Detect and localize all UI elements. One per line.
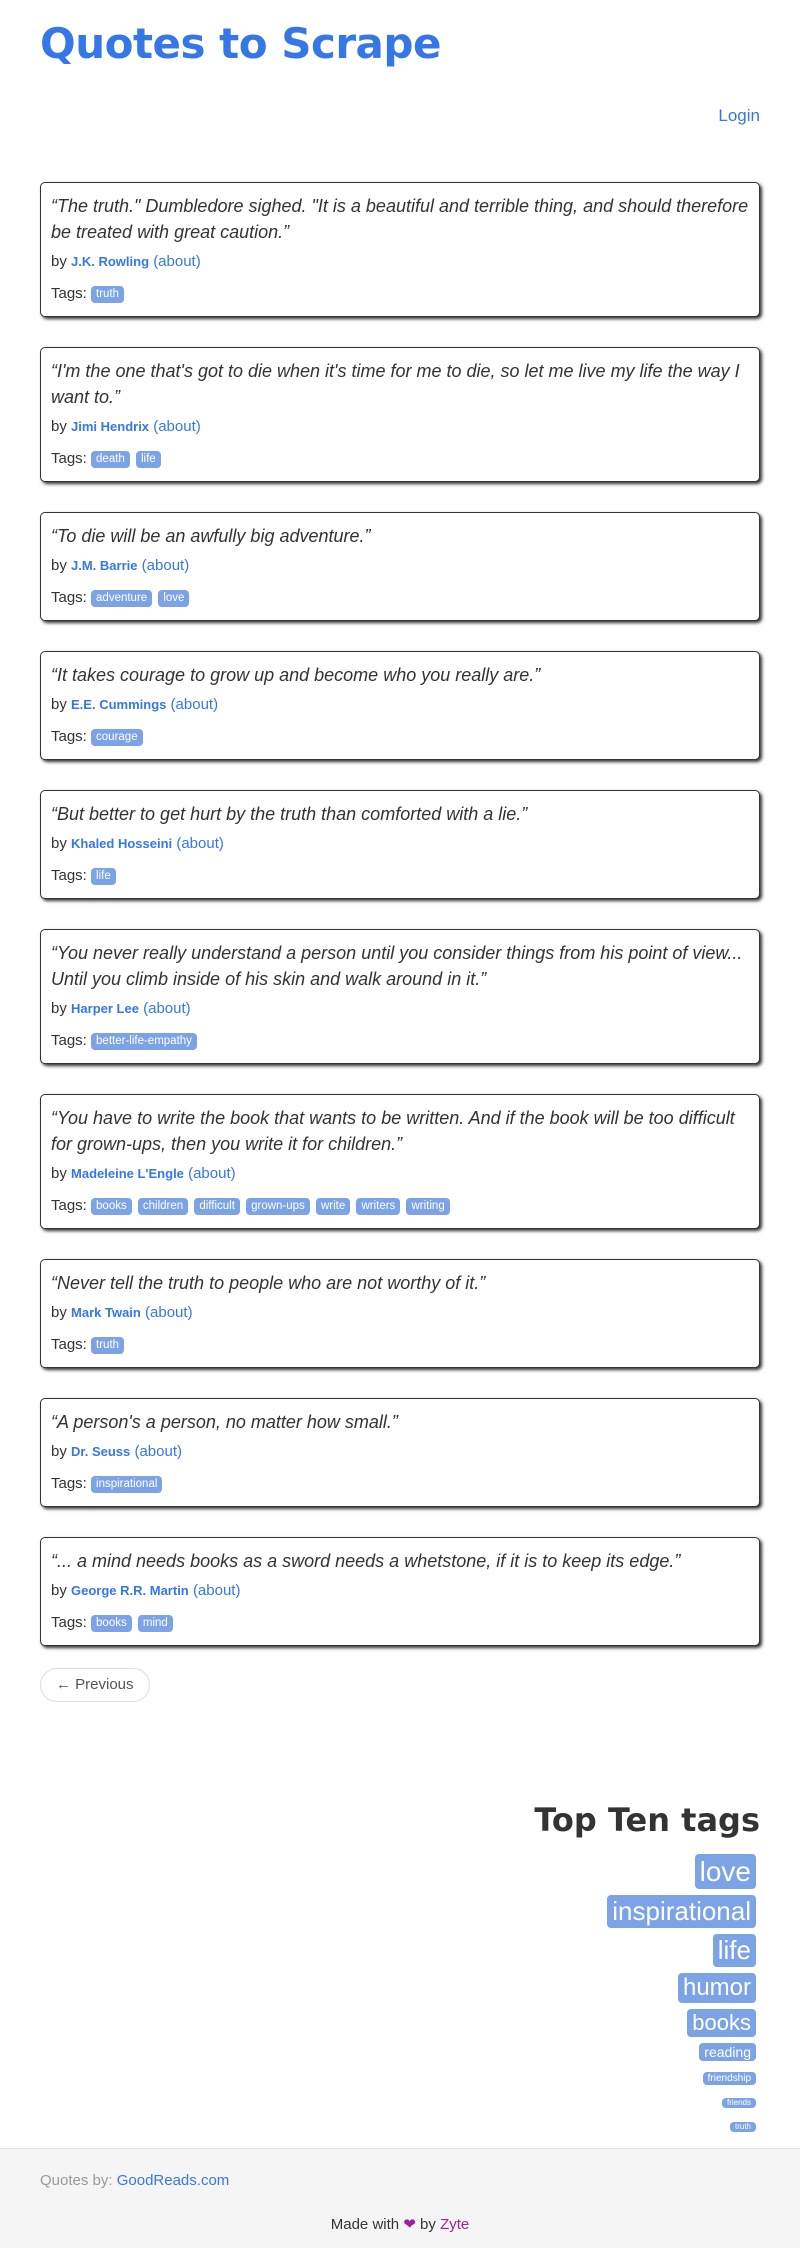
tag-link[interactable]: write: [316, 1198, 350, 1215]
made-by-label: by: [420, 2216, 436, 2233]
quote-author: Mark Twain: [71, 1305, 141, 1320]
top-tag-item: [460, 2043, 760, 2062]
tags-label: Tags:: [51, 1614, 87, 1631]
by-label: by: [51, 1304, 67, 1321]
quote-card: [40, 1398, 760, 1507]
quote-author: Harper Lee: [71, 1001, 139, 1016]
tags-label: Tags:: [51, 589, 87, 606]
zyte-link[interactable]: Zyte: [440, 2216, 470, 2233]
tags-label: Tags:: [51, 867, 87, 884]
tag-link[interactable]: grown-ups: [246, 1198, 310, 1215]
quote-author: E.E. Cummings: [71, 697, 167, 712]
tag-link[interactable]: difficult: [194, 1198, 240, 1215]
quote-author: Khaled Hosseini: [71, 836, 173, 851]
quote-tags: [51, 1030, 749, 1052]
top-tag-link[interactable]: humor: [678, 1973, 756, 2003]
by-label: by: [51, 835, 67, 852]
quote-tags: [51, 1334, 749, 1356]
quote-tags: [51, 865, 749, 887]
by-label: by: [51, 557, 67, 574]
quote-card: [40, 347, 760, 482]
made-with-label: Made with: [330, 2216, 400, 2233]
quote-card: [40, 1094, 760, 1229]
author-about-link[interactable]: (about): [170, 696, 219, 713]
by-label: by: [51, 1582, 67, 1599]
by-label: by: [51, 696, 67, 713]
quote-byline: [51, 251, 749, 273]
quote-byline: [51, 1302, 749, 1324]
footer: [0, 2148, 800, 2248]
top-tag-item: [460, 1973, 760, 2003]
tag-link[interactable]: life: [91, 868, 116, 885]
tag-link[interactable]: writing: [406, 1198, 449, 1215]
quote-author: Madeleine L'Engle: [71, 1166, 184, 1181]
quote-text: “A person's a person, no matter how small.”: [51, 1412, 398, 1432]
quote-text: “You have to write the book that wants to be written. And if the book will be too difficult for grown-ups, then you write it for children.”: [51, 1108, 735, 1154]
tags-label: Tags:: [51, 1032, 87, 1049]
tags-label: Tags:: [51, 1197, 87, 1214]
tags-label: Tags:: [51, 1336, 87, 1353]
quote-byline: [51, 1163, 749, 1185]
author-about-link[interactable]: (about): [176, 835, 224, 852]
author-about-link[interactable]: (about): [141, 557, 190, 574]
quote-list: [40, 182, 760, 1676]
login-link[interactable]: Login: [718, 106, 760, 125]
author-about-link[interactable]: (about): [153, 418, 201, 435]
author-about-link[interactable]: (about): [192, 1582, 241, 1599]
top-tags-panel: [460, 1800, 760, 2140]
quote-card: [40, 1537, 760, 1646]
quote-tags: [51, 726, 749, 748]
tag-link[interactable]: life: [136, 451, 161, 468]
top-tags-heading: Top Ten tags: [534, 1801, 760, 1839]
quote-text: “It takes courage to grow up and become who you really are.”: [51, 665, 541, 685]
by-label: by: [51, 1443, 67, 1460]
top-tag-item: [460, 2116, 760, 2134]
quote-author: Jimi Hendrix: [71, 419, 150, 434]
goodreads-link[interactable]: GoodReads.com: [116, 2172, 230, 2189]
quote-text: “The truth." Dumbledore sighed. "It is a beautiful and terrible thing, and should therefore be treated with great caution.”: [51, 196, 749, 242]
author-about-link[interactable]: (about): [188, 1165, 236, 1182]
site-title[interactable]: Quotes to Scrape: [40, 19, 441, 68]
quote-text: “To die will be an awfully big adventure.”: [51, 526, 371, 546]
pager: [40, 1668, 150, 1702]
tag-link[interactable]: mind: [138, 1615, 173, 1632]
author-about-link[interactable]: (about): [145, 1304, 193, 1321]
quote-byline: [51, 998, 749, 1020]
quote-tags: [51, 283, 749, 305]
quote-byline: [51, 833, 749, 855]
quote-tags: [51, 1195, 749, 1217]
quote-byline: [51, 416, 749, 438]
quote-tags: [51, 1473, 749, 1495]
top-tag-item: [460, 2009, 760, 2037]
made-with: [0, 2215, 800, 2233]
quote-text: “But better to get hurt by the truth than comforted with a lie.”: [51, 804, 528, 824]
top-tag-link[interactable]: love: [695, 1854, 756, 1889]
top-tag-link[interactable]: life: [713, 1934, 756, 1967]
quote-text: “Never tell the truth to people who are not worthy of it.”: [51, 1273, 486, 1293]
quote-author: J.K. Rowling: [71, 254, 150, 269]
quote-card: [40, 182, 760, 317]
quote-card: [40, 651, 760, 760]
tag-link[interactable]: truth: [91, 286, 124, 303]
top-tag-item: [460, 1895, 760, 1928]
by-label: by: [51, 253, 67, 270]
quote-card: [40, 929, 760, 1064]
quote-text: “... a mind needs books as a sword needs a whetstone, if it is to keep its edge.”: [51, 1551, 681, 1571]
previous-page-button[interactable]: ← Previous: [40, 1668, 150, 1702]
quote-card: [40, 1259, 760, 1368]
footer-credit: [40, 2172, 229, 2189]
quote-text: “You never really understand a person until you consider things from his point of view... Until you climb inside of his skin and walk around in it.”: [51, 943, 743, 989]
tag-link[interactable]: inspirational: [91, 1476, 162, 1493]
author-about-link[interactable]: (about): [143, 1000, 191, 1017]
tag-link[interactable]: better-life-empathy: [91, 1033, 197, 1050]
credit-prefix: Quotes by:: [40, 2172, 113, 2189]
quote-tags: [51, 448, 749, 470]
by-label: by: [51, 1000, 67, 1017]
top-tag-link[interactable]: truth: [730, 2122, 756, 2132]
by-label: by: [51, 418, 67, 435]
author-about-link[interactable]: (about): [134, 1443, 182, 1460]
tags-label: Tags:: [51, 728, 87, 745]
quote-author: George R.R. Martin: [71, 1583, 189, 1598]
heart-icon: ❤: [403, 2216, 416, 2233]
top-tag-link[interactable]: books: [687, 2009, 756, 2037]
quote-author: J.M. Barrie: [71, 558, 138, 573]
quote-card: [40, 512, 760, 621]
tag-link[interactable]: books: [91, 1615, 132, 1632]
quote-card: [40, 790, 760, 899]
tag-link[interactable]: books: [91, 1198, 132, 1215]
quote-tags: [51, 1612, 749, 1634]
tag-cloud: [460, 1854, 760, 2134]
quote-byline: [51, 1441, 749, 1463]
top-tag-link[interactable]: reading: [699, 2043, 756, 2061]
tag-link[interactable]: adventure: [91, 590, 152, 607]
tag-link[interactable]: writers: [356, 1198, 400, 1215]
top-tag-item: [460, 2092, 760, 2110]
quote-author: Dr. Seuss: [71, 1444, 131, 1459]
top-tag-item: [460, 1934, 760, 1967]
quote-tags: [51, 587, 749, 609]
top-tag-link[interactable]: friends: [722, 2098, 756, 2108]
top-tag-item: [460, 1854, 760, 1889]
top-tag-item: [460, 2068, 760, 2086]
tags-label: Tags:: [51, 285, 87, 302]
tag-link[interactable]: courage: [91, 729, 143, 746]
tag-link[interactable]: death: [91, 451, 130, 468]
tag-link[interactable]: children: [138, 1198, 188, 1215]
tag-link[interactable]: love: [158, 590, 189, 607]
author-about-link[interactable]: (about): [153, 253, 201, 270]
tags-label: Tags:: [51, 1475, 87, 1492]
tag-link[interactable]: truth: [91, 1337, 124, 1354]
quote-byline: [51, 555, 749, 577]
top-tag-link[interactable]: friendship: [703, 2072, 756, 2085]
by-label: by: [51, 1165, 67, 1182]
tags-label: Tags:: [51, 450, 87, 467]
quote-text: “I'm the one that's got to die when it's time for me to die, so let me live my life the way I want to.”: [51, 361, 740, 407]
top-tag-link[interactable]: inspirational: [607, 1895, 756, 1928]
quote-byline: [51, 1580, 749, 1602]
quote-byline: [51, 694, 749, 716]
